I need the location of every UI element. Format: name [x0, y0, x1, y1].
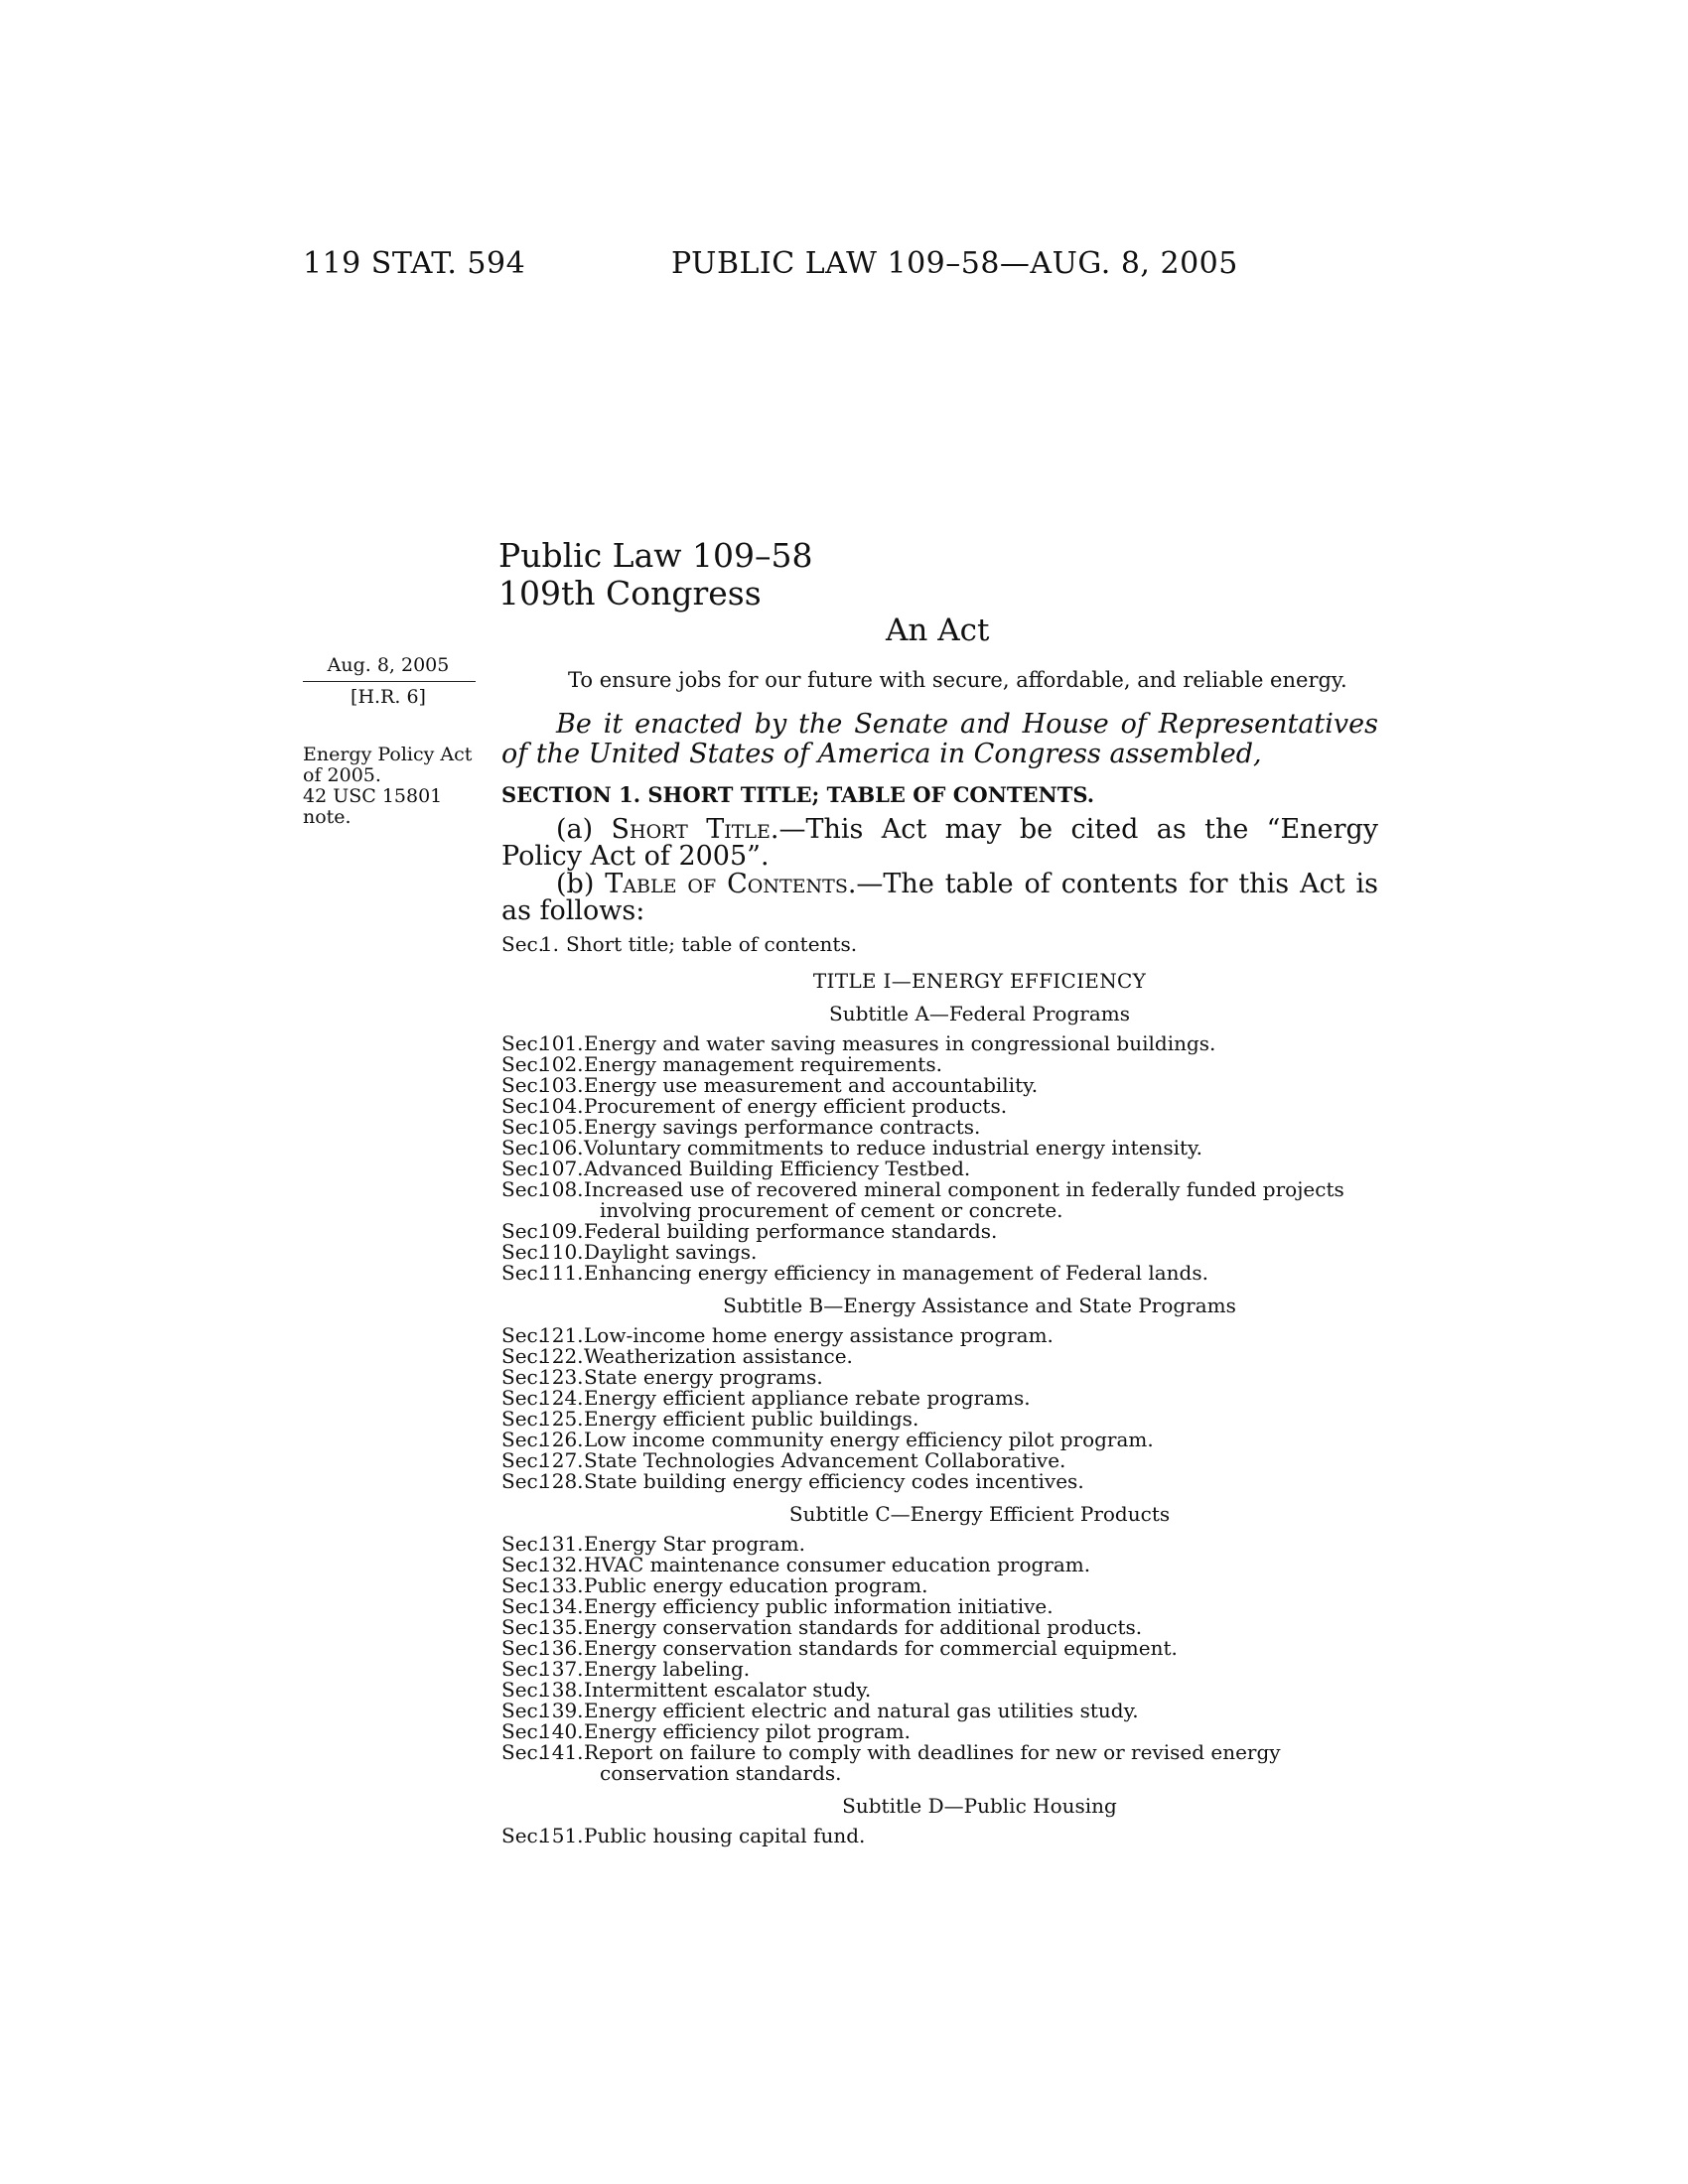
- toc-sec-prefix: Sec.: [501, 1115, 545, 1139]
- toc-sec-title: Energy conservation standards for additional products.: [584, 1615, 1143, 1639]
- toc-sec-prefix: Sec.: [501, 932, 545, 956]
- public-law-title: Public Law 109–58: [498, 536, 813, 575]
- paragraph-heading: Short Title: [611, 814, 771, 845]
- toc-sec-number: 124.: [539, 1386, 584, 1410]
- congress-title: 109th Congress: [498, 574, 762, 613]
- toc-entry: [501, 1721, 1378, 1742]
- toc-sec-title: Energy efficiency public information initiative.: [584, 1594, 1054, 1618]
- toc-sec-title-wrap: [584, 1659, 1378, 1680]
- toc-entry: [501, 1659, 1378, 1680]
- toc-sec-prefix: Sec.: [501, 1240, 545, 1264]
- toc-sec-number: 135.: [539, 1615, 584, 1639]
- toc-sec-title-wrap: [584, 1138, 1378, 1159]
- toc-group: [501, 1826, 1378, 1846]
- toc-sec-title-wrap: [584, 1555, 1378, 1575]
- toc-sec-number: 105.: [539, 1115, 584, 1139]
- running-header-law: PUBLIC LAW 109–58—AUG. 8, 2005: [671, 246, 1238, 281]
- toc-entry: [501, 1826, 1378, 1846]
- toc-entry: [501, 1033, 1378, 1054]
- margin-citation-note: [303, 745, 482, 828]
- toc-sec-number: 139.: [539, 1699, 584, 1722]
- toc-sec-prefix: Sec.: [501, 1615, 545, 1639]
- toc-sec-title: State building energy efficiency codes incentives.: [584, 1469, 1084, 1493]
- toc-sec-prefix: Sec.: [501, 1594, 545, 1618]
- toc-sec-number: 134.: [539, 1594, 584, 1618]
- toc-sec-prefix: Sec.: [501, 1532, 545, 1556]
- toc-sec-number: 127.: [539, 1448, 584, 1472]
- table-of-contents: [501, 934, 1378, 1846]
- toc-entry: [501, 1596, 1378, 1617]
- toc-sec-prefix: Sec.: [501, 1469, 545, 1493]
- toc-sec-title-wrap: [584, 1826, 1378, 1846]
- toc-sec-prefix: Sec.: [501, 1448, 545, 1472]
- toc-sec-title-wrap: [584, 1701, 1378, 1721]
- toc-sec-prefix: Sec.: [501, 1657, 545, 1681]
- toc-entry: [501, 1617, 1378, 1638]
- toc-sec-title: Public housing capital fund.: [584, 1824, 866, 1847]
- toc-entry: [501, 1346, 1378, 1367]
- toc-sec-number: 106.: [539, 1136, 584, 1160]
- toc-entry: [501, 1117, 1378, 1138]
- toc-sec-prefix: Sec.: [501, 1740, 545, 1764]
- purpose-statement: To ensure jobs for our future with secure, affordable, and reliable energy.: [568, 668, 1347, 692]
- toc-sec-title: Advanced Building Efficiency Testbed.: [584, 1157, 971, 1180]
- toc-sec-prefix: Sec.: [501, 1553, 545, 1576]
- toc-sec-title: Report on failure to comply with deadlines for new or revised energy: [584, 1740, 1281, 1764]
- toc-sec-number: 126.: [539, 1428, 584, 1451]
- toc-group: [501, 1325, 1378, 1492]
- toc-sec-title-wrap: [584, 1096, 1378, 1117]
- toc-sec-number: 141.: [539, 1740, 584, 1764]
- toc-sec-title-wrap: [584, 1117, 1378, 1138]
- toc-sec-title: Daylight savings.: [584, 1240, 758, 1264]
- toc-entry: [501, 1159, 1378, 1179]
- toc-subtitle-heading: Subtitle D—Public Housing: [842, 1794, 1117, 1818]
- toc-sec-title-wrap: [584, 1534, 1378, 1555]
- toc-sec-title: Energy and water saving measures in congressional buildings.: [584, 1031, 1216, 1055]
- toc-sec-prefix: Sec.: [501, 1261, 545, 1285]
- toc-sec-prefix: Sec.: [501, 1678, 545, 1702]
- toc-entry: [501, 1096, 1378, 1117]
- toc-sec-prefix: Sec.: [501, 1323, 545, 1347]
- margin-note-line: 42 USC 15801: [303, 785, 443, 807]
- toc-sec-prefix: Sec.: [501, 1699, 545, 1722]
- toc-sec-prefix: Sec.: [501, 1407, 545, 1431]
- toc-entry: [501, 1701, 1378, 1721]
- paragraph-table-of-contents: [501, 871, 1378, 924]
- an-act-heading: An Act: [886, 613, 990, 648]
- toc-sec-title: Federal building performance standards.: [584, 1219, 998, 1243]
- toc-sec-number: 151.: [539, 1824, 584, 1847]
- toc-sec-number: 131.: [539, 1532, 584, 1556]
- toc-sec-title-continuation: conservation standards.: [600, 1761, 842, 1785]
- toc-sec-title: Enhancing energy efficiency in management of Federal lands.: [584, 1261, 1208, 1285]
- toc-sec-prefix: Sec.: [501, 1052, 545, 1076]
- toc-sec-title-wrap: [584, 1742, 1378, 1784]
- toc-entry: [501, 1450, 1378, 1471]
- toc-entry: [501, 1638, 1378, 1659]
- page-stat-number: 119 STAT. 594: [303, 246, 526, 281]
- toc-sec-title: State energy programs.: [584, 1365, 823, 1389]
- paragraph-text: .—The table of contents for this Act is as follows:: [501, 869, 1379, 926]
- toc-sec-title-wrap: [584, 1179, 1378, 1221]
- toc-sec-title-wrap: [584, 1263, 1378, 1284]
- toc-sec-number: 111.: [539, 1261, 584, 1285]
- toc-sec-title: Low-income home energy assistance program.: [584, 1323, 1054, 1347]
- paragraph-short-title: [501, 816, 1378, 870]
- margin-date: Aug. 8, 2005: [327, 654, 450, 676]
- toc-subtitle-heading: Subtitle C—Energy Efficient Products: [788, 1502, 1171, 1526]
- toc-sec-title: Energy management requirements.: [584, 1052, 942, 1076]
- toc-entry: [501, 1054, 1378, 1075]
- toc-sec-title-wrap: [584, 1242, 1378, 1263]
- toc-sec-title-wrap: [584, 1159, 1378, 1179]
- toc-sec-number: 109.: [539, 1219, 584, 1243]
- margin-divider: [303, 681, 476, 682]
- toc-entry: [501, 1179, 1378, 1221]
- toc-entry: [501, 934, 1378, 955]
- toc-sec-number: 123.: [539, 1365, 584, 1389]
- toc-sec-title: Energy use measurement and accountability.: [584, 1073, 1039, 1097]
- toc-sec-title: Energy efficiency pilot program.: [584, 1719, 911, 1743]
- toc-sec-number: 138.: [539, 1678, 584, 1702]
- toc-sec-title: Energy efficient public buildings.: [584, 1407, 919, 1431]
- toc-sec-number: 140.: [539, 1719, 584, 1743]
- toc-sec-title: State Technologies Advancement Collaborative.: [584, 1448, 1066, 1472]
- toc-sec-title-wrap: [584, 1471, 1378, 1492]
- toc-entry: [501, 1367, 1378, 1388]
- toc-sec-title-wrap: [584, 1221, 1378, 1242]
- toc-sec-title: Voluntary commitments to reduce industrial energy intensity.: [584, 1136, 1203, 1160]
- paragraph-label: (a): [556, 814, 612, 845]
- toc-sec-number: 128.: [539, 1469, 584, 1493]
- margin-bill-number: [H.R. 6]: [351, 686, 426, 708]
- toc-sec-title: Procurement of energy efficient products.: [584, 1094, 1008, 1118]
- toc-sec-prefix: Sec.: [501, 1177, 545, 1201]
- toc-sec-number: 1.: [539, 932, 559, 956]
- toc-sec-number: 136.: [539, 1636, 584, 1660]
- toc-sec-prefix: Sec.: [501, 1386, 545, 1410]
- toc-sec-prefix: Sec.: [501, 1428, 545, 1451]
- toc-sec-title-wrap: [584, 1054, 1378, 1075]
- toc-sec-title: Intermittent escalator study.: [584, 1678, 872, 1702]
- toc-sec-title-wrap: [584, 1325, 1378, 1346]
- toc-entry: [501, 1325, 1378, 1346]
- toc-entry: [501, 1388, 1378, 1409]
- toc-sec-title-wrap: [584, 1680, 1378, 1701]
- toc-sec-prefix: Sec.: [501, 1573, 545, 1597]
- toc-sec-prefix: Sec.: [501, 1824, 545, 1847]
- paragraph-text: .—This Act may be cited as the “Energy Policy Act of 2005”.: [501, 814, 1379, 872]
- paragraph-heading: Table of Contents: [605, 869, 848, 899]
- section-heading: SECTION 1. SHORT TITLE; TABLE OF CONTENTS.: [501, 782, 1095, 807]
- toc-sec-prefix: Sec.: [501, 1219, 545, 1243]
- toc-sec-title-wrap: [584, 1638, 1378, 1659]
- toc-group: [501, 1033, 1378, 1284]
- toc-sec-number: 121.: [539, 1323, 584, 1347]
- toc-sec-prefix: Sec.: [501, 1031, 545, 1055]
- toc-sec-title: Energy efficient appliance rebate programs.: [584, 1386, 1031, 1410]
- toc-entry: [501, 1555, 1378, 1575]
- toc-sec-number: 132.: [539, 1553, 584, 1576]
- toc-sec-title-wrap: [584, 1388, 1378, 1409]
- toc-sec-title-wrap: [584, 1450, 1378, 1471]
- toc-sec-number: 103.: [539, 1073, 584, 1097]
- margin-note-line: note.: [303, 806, 352, 828]
- toc-sec-title-wrap: [584, 1617, 1378, 1638]
- toc-entry: [501, 1430, 1378, 1450]
- toc-sec-title: Short title; table of contents.: [566, 932, 858, 956]
- toc-sec-number: 102.: [539, 1052, 584, 1076]
- toc-sec-title-wrap: [584, 1367, 1378, 1388]
- toc-sec-title: Energy savings performance contracts.: [584, 1115, 981, 1139]
- toc-sec-prefix: Sec.: [501, 1719, 545, 1743]
- toc-title-heading: TITLE I—ENERGY EFFICIENCY: [812, 969, 1147, 993]
- toc-entry: [501, 1742, 1378, 1784]
- toc-sec-number: 133.: [539, 1573, 584, 1597]
- toc-entry: [501, 1575, 1378, 1596]
- toc-entry: [501, 1138, 1378, 1159]
- toc-sec-number: 104.: [539, 1094, 584, 1118]
- margin-note-line: of 2005.: [303, 764, 381, 786]
- toc-sec-prefix: Sec.: [501, 1365, 545, 1389]
- toc-sec-number: 101.: [539, 1031, 584, 1055]
- toc-sec-prefix: Sec.: [501, 1344, 545, 1368]
- toc-sec-title-wrap: [584, 1033, 1378, 1054]
- toc-sec-prefix: Sec.: [501, 1094, 545, 1118]
- toc-sec-title: Public energy education program.: [584, 1573, 928, 1597]
- toc-sec-prefix: Sec.: [501, 1136, 545, 1160]
- toc-sec-title: Weatherization assistance.: [584, 1344, 853, 1368]
- toc-entry: [501, 1221, 1378, 1242]
- toc-group: [501, 1534, 1378, 1784]
- toc-entry: [501, 1534, 1378, 1555]
- toc-entry: [501, 1471, 1378, 1492]
- toc-sec-title: Energy labeling.: [584, 1657, 751, 1681]
- toc-entry: [501, 1409, 1378, 1430]
- toc-sec-title: HVAC maintenance consumer education program.: [584, 1553, 1091, 1576]
- toc-sec-title-wrap: [584, 1596, 1378, 1617]
- toc-subtitle-heading: Subtitle B—Energy Assistance and State Programs: [723, 1294, 1236, 1317]
- toc-sec-title-wrap: [584, 1721, 1378, 1742]
- toc-sec-title: Increased use of recovered mineral component in federally funded projects: [584, 1177, 1344, 1201]
- toc-sec-title-wrap: [584, 1575, 1378, 1596]
- toc-sec-number: 137.: [539, 1657, 584, 1681]
- toc-sec-title-wrap: [584, 1075, 1378, 1096]
- toc-sec-title: Energy Star program.: [584, 1532, 805, 1556]
- toc-sec-title: Energy conservation standards for commercial equipment.: [584, 1636, 1178, 1660]
- toc-subtitle-heading: Subtitle A—Federal Programs: [829, 1002, 1130, 1025]
- toc-sec-prefix: Sec.: [501, 1073, 545, 1097]
- margin-note-line: Energy Policy Act: [303, 744, 473, 765]
- toc-sec-title-continuation: involving procurement of cement or concrete.: [600, 1198, 1063, 1222]
- toc-sec-title-wrap: [584, 1409, 1378, 1430]
- toc-sec-number: 125.: [539, 1407, 584, 1431]
- toc-sec-prefix: Sec.: [501, 1636, 545, 1660]
- toc-sec-title: Energy efficient electric and natural gas utilities study.: [584, 1699, 1139, 1722]
- toc-sec-title-wrap: [584, 1430, 1378, 1450]
- paragraph-label: (b): [556, 869, 606, 899]
- toc-entry: [501, 1263, 1378, 1284]
- toc-sec-prefix: Sec.: [501, 1157, 545, 1180]
- toc-sec-title: Low income community energy efficiency pilot program.: [584, 1428, 1154, 1451]
- toc-sec-number: 122.: [539, 1344, 584, 1368]
- toc-sec-title-wrap: [584, 1346, 1378, 1367]
- enacting-clause: Be it enacted by the Senate and House of Representatives of the United States of America in Congress assembled,: [501, 709, 1378, 769]
- toc-entry: [501, 1075, 1378, 1096]
- toc-sec-number: 110.: [539, 1240, 584, 1264]
- toc-entry: [501, 1680, 1378, 1701]
- toc-sec-number: 108.: [539, 1177, 584, 1201]
- toc-entry: [501, 1242, 1378, 1263]
- toc-sec-number: 107.: [539, 1157, 584, 1180]
